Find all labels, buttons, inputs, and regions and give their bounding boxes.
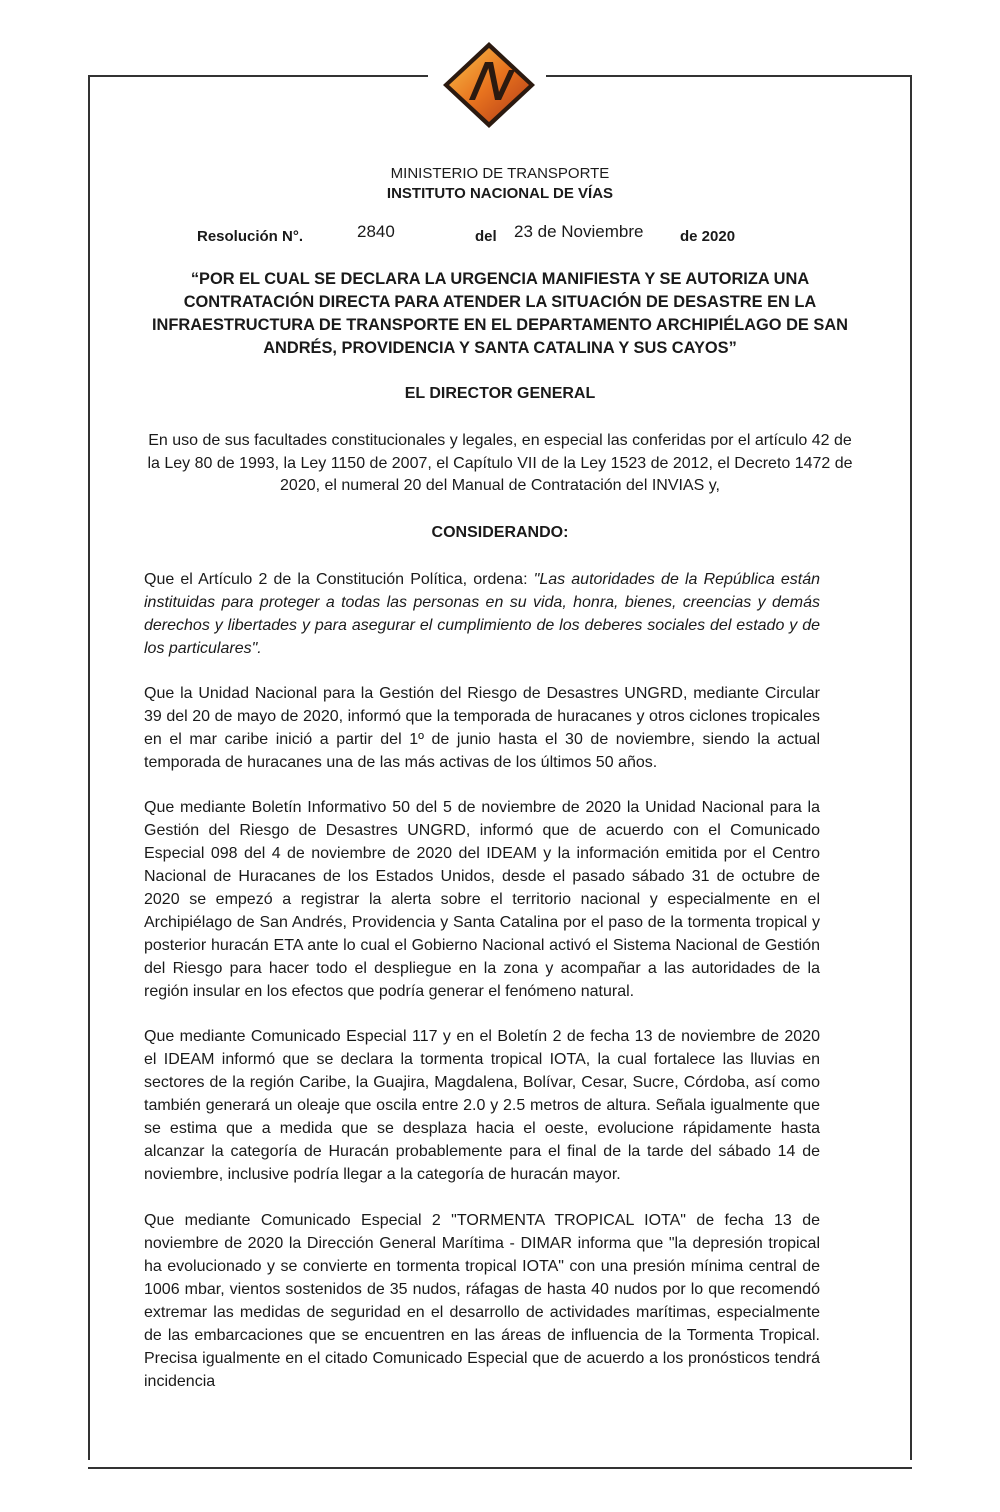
ministry-name: MINISTERIO DE TRANSPORTE: [390, 165, 610, 182]
paragraph-3: Que mediante Boletín Informativo 50 del 5 de noviembre de 2020 la Unidad Nacional para la Gestión del Riesgo de Desastres UNGRD, informó que de acuerdo con el Comunicado Especial 098 del 4 de noviembre de 2020 del IDEAM y la información emitida por el Centro Nacional de Huracanes de los Estados Unidos, desde el pasado sábado 31 de octubre de 2020 se empezó a registrar la alerta sobre el territorio nacional y especialmente en el Archipiélago de San Andrés, Providencia y Santa Catalina por el paso de la tormenta tropical y posterior huracán ETA ante lo cual el Gobierno Nacional activó el Sistema Nacional de Gestión del Riesgo para hacer todo el despliegue en la zona y acompañar a las autoridades de la región insular en los efectos que podría generar el fenómeno natural.: [144, 799, 820, 1000]
resolution-label: Resolución N°.: [197, 228, 304, 245]
director-heading: EL DIRECTOR GENERAL: [404, 385, 596, 402]
considerando-heading: CONSIDERANDO:: [431, 524, 569, 541]
resolution-del-label: del: [475, 228, 497, 245]
resolution-title: “POR EL CUAL SE DECLARA LA URGENCIA MANIFIESTA Y SE AUTORIZA UNA CONTRATACIÓN DIRECTA PARA ATENDER LA SITUACIÓN DE DESASTRE EN LA INFRAESTRUCTURA DE TRANSPORTE EN EL DEPARTAMENTO ARCHIPIÉLAGO DE SAN ANDRÉS, PROVIDENCIA Y SANTA CATALINA Y SUS CAYOS”: [151, 270, 849, 357]
paragraph-4: Que mediante Comunicado Especial 117 y en el Boletín 2 de fecha 13 de noviembre de 2020 el IDEAM informó que se declara la tormenta tropical IOTA, la cual fortalece las lluvias en sectores de la región Caribe, la Guajira, Magdalena, Bolívar, Cesar, Sucre, Córdoba, así como también generará un oleaje que oscila entre 2.0 y 2.5 metros de altura. Señala igualmente que se estima que a medida que se desplaza hacia el oeste, evolucione rápidamente hasta alcanzar la categoría de Huracán probablemente para el final de la tarde del sábado 14 de noviembre, inclusive podría llegar a la categoría de huracán mayor.: [144, 1028, 820, 1183]
frame-top-left-line: [88, 75, 428, 77]
paragraph-5: Que mediante Comunicado Especial 2 "TORMENTA TROPICAL IOTA" de fecha 13 de noviembre de 2020 la Dirección General Marítima - DIMAR informa que "la depresión tropical ha evolucionado y se convierte en tormenta tropical IOTA" con una presión mínima central de 1006 mbar, vientos sostenidos de 35 nudos, ráfagas de hasta 40 nudos por lo que recomendó extremar las medidas de seguridad en el desarrollo de actividades marítimas, especialmente de las embarcaciones que se encuentren en las áreas de influencia de la Tormenta Tropical. Precisa igualmente en el citado Comunicado Especial que de acuerdo a los pronósticos tendrá incidencia: [144, 1212, 820, 1390]
frame-right-line: [910, 75, 912, 1460]
paragraph-1-quote: "Las autoridades de la República están instituidas para proteger a todas las personas en su vida, honra, bienes, creencias y demás derechos y libertades y para asegurar el cumplimiento de los deberes sociales del estado y de los particulares".: [144, 571, 820, 657]
invias-logo: [439, 40, 539, 130]
paragraph-2: Que la Unidad Nacional para la Gestión del Riesgo de Desastres UNGRD, mediante Circular 39 del 20 de mayo de 2020, informó que la temporada de huracanes y otros ciclones tropicales en el mar caribe inició a partir del 1º de junio hasta el 30 de noviembre, siendo la actual temporada de huracanes una de las más activas de los últimos 50 años.: [144, 685, 820, 771]
resolution-number: 2840: [357, 222, 395, 241]
paragraph-1-lead: Que el Artículo 2 de la Constitución Política, ordena:: [144, 571, 534, 588]
frame-left-line: [88, 75, 90, 1460]
frame-top-right-line: [546, 75, 912, 77]
resolution-date: 23 de Noviembre: [514, 222, 644, 241]
institute-name: INSTITUTO NACIONAL DE VÍAS: [386, 185, 614, 202]
intro-paragraph: En uso de sus facultades constitucionales y legales, en especial las conferidas por el artículo 42 de la Ley 80 de 1993, la Ley 1150 de 2007, el Capítulo VII de la Ley 1523 de 2012, el Decreto 1472 de 2020, el numeral 20 del Manual de Contratación del INVIAS y,: [147, 432, 853, 494]
paragraph-1: [144, 568, 820, 660]
resolution-year: de 2020: [680, 228, 736, 245]
frame-bottom-line: [88, 1467, 912, 1469]
